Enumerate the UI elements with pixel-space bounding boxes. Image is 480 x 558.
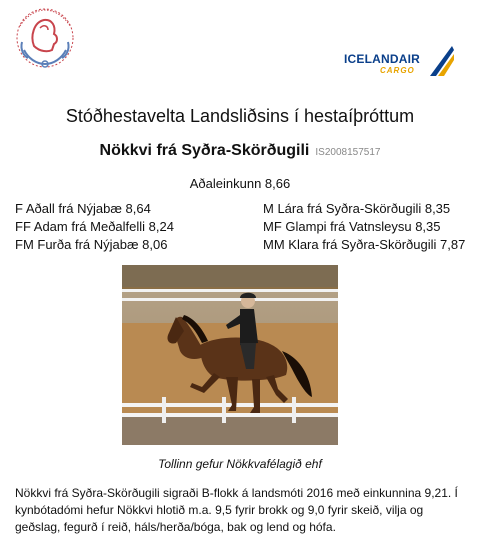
pedigree-item: MM Klara frá Syðra-Skörðugili 7,87 [263, 237, 466, 252]
pedigree-dam-side [263, 200, 465, 254]
federation-crest-icon [14, 6, 76, 72]
wing-icon [426, 44, 456, 78]
average-score: Aðaleinkunn 8,66 [189, 176, 291, 191]
horse-photo [122, 265, 338, 445]
page-title: Stóðhestavelta Landsliðsins í hestaíþróttum [65, 106, 415, 126]
pedigree-item: FF Adam frá Meðalfelli 8,24 [15, 219, 174, 234]
pedigree-item: F Aðall frá Nýjabæ 8,64 [15, 201, 151, 216]
photo-caption: Tollinn gefur Nökkvafélagið ehf [158, 457, 322, 471]
horse-description: Nökkvi frá Syðra-Skörðugili sigraði B-flokk á landsmóti 2016 með einkunnina 9,21. Í kynbótadómi hefur Nökkvi hlotið m.a. 9,5 fyrir brokk og 9,0 fyrir skeið, vilja og geðslag, fegurð í reið, háls/herða/bóga, bak og lend og hófa. [15, 486, 458, 534]
brand-name: ICELANDAIR [344, 52, 420, 66]
horse-id: IS2008157517 [315, 147, 381, 158]
federation-crest-logo [14, 6, 76, 72]
pedigree-item: MF Glampi frá Vatnsleysu 8,35 [263, 219, 441, 234]
horse-heading [0, 142, 480, 160]
pedigree-item: FM Furða frá Nýjabæ 8,06 [15, 237, 168, 252]
horse-name: Nökkvi frá Syðra-Skörðugili [99, 142, 310, 159]
pedigree-item: M Lára frá Syðra-Skörðugili 8,35 [263, 201, 451, 216]
pedigree-sire-side [15, 200, 174, 254]
horse-rider-photo [122, 265, 338, 445]
brand-sub: CARGO [380, 66, 415, 75]
icelandair-cargo-logo [344, 44, 456, 80]
